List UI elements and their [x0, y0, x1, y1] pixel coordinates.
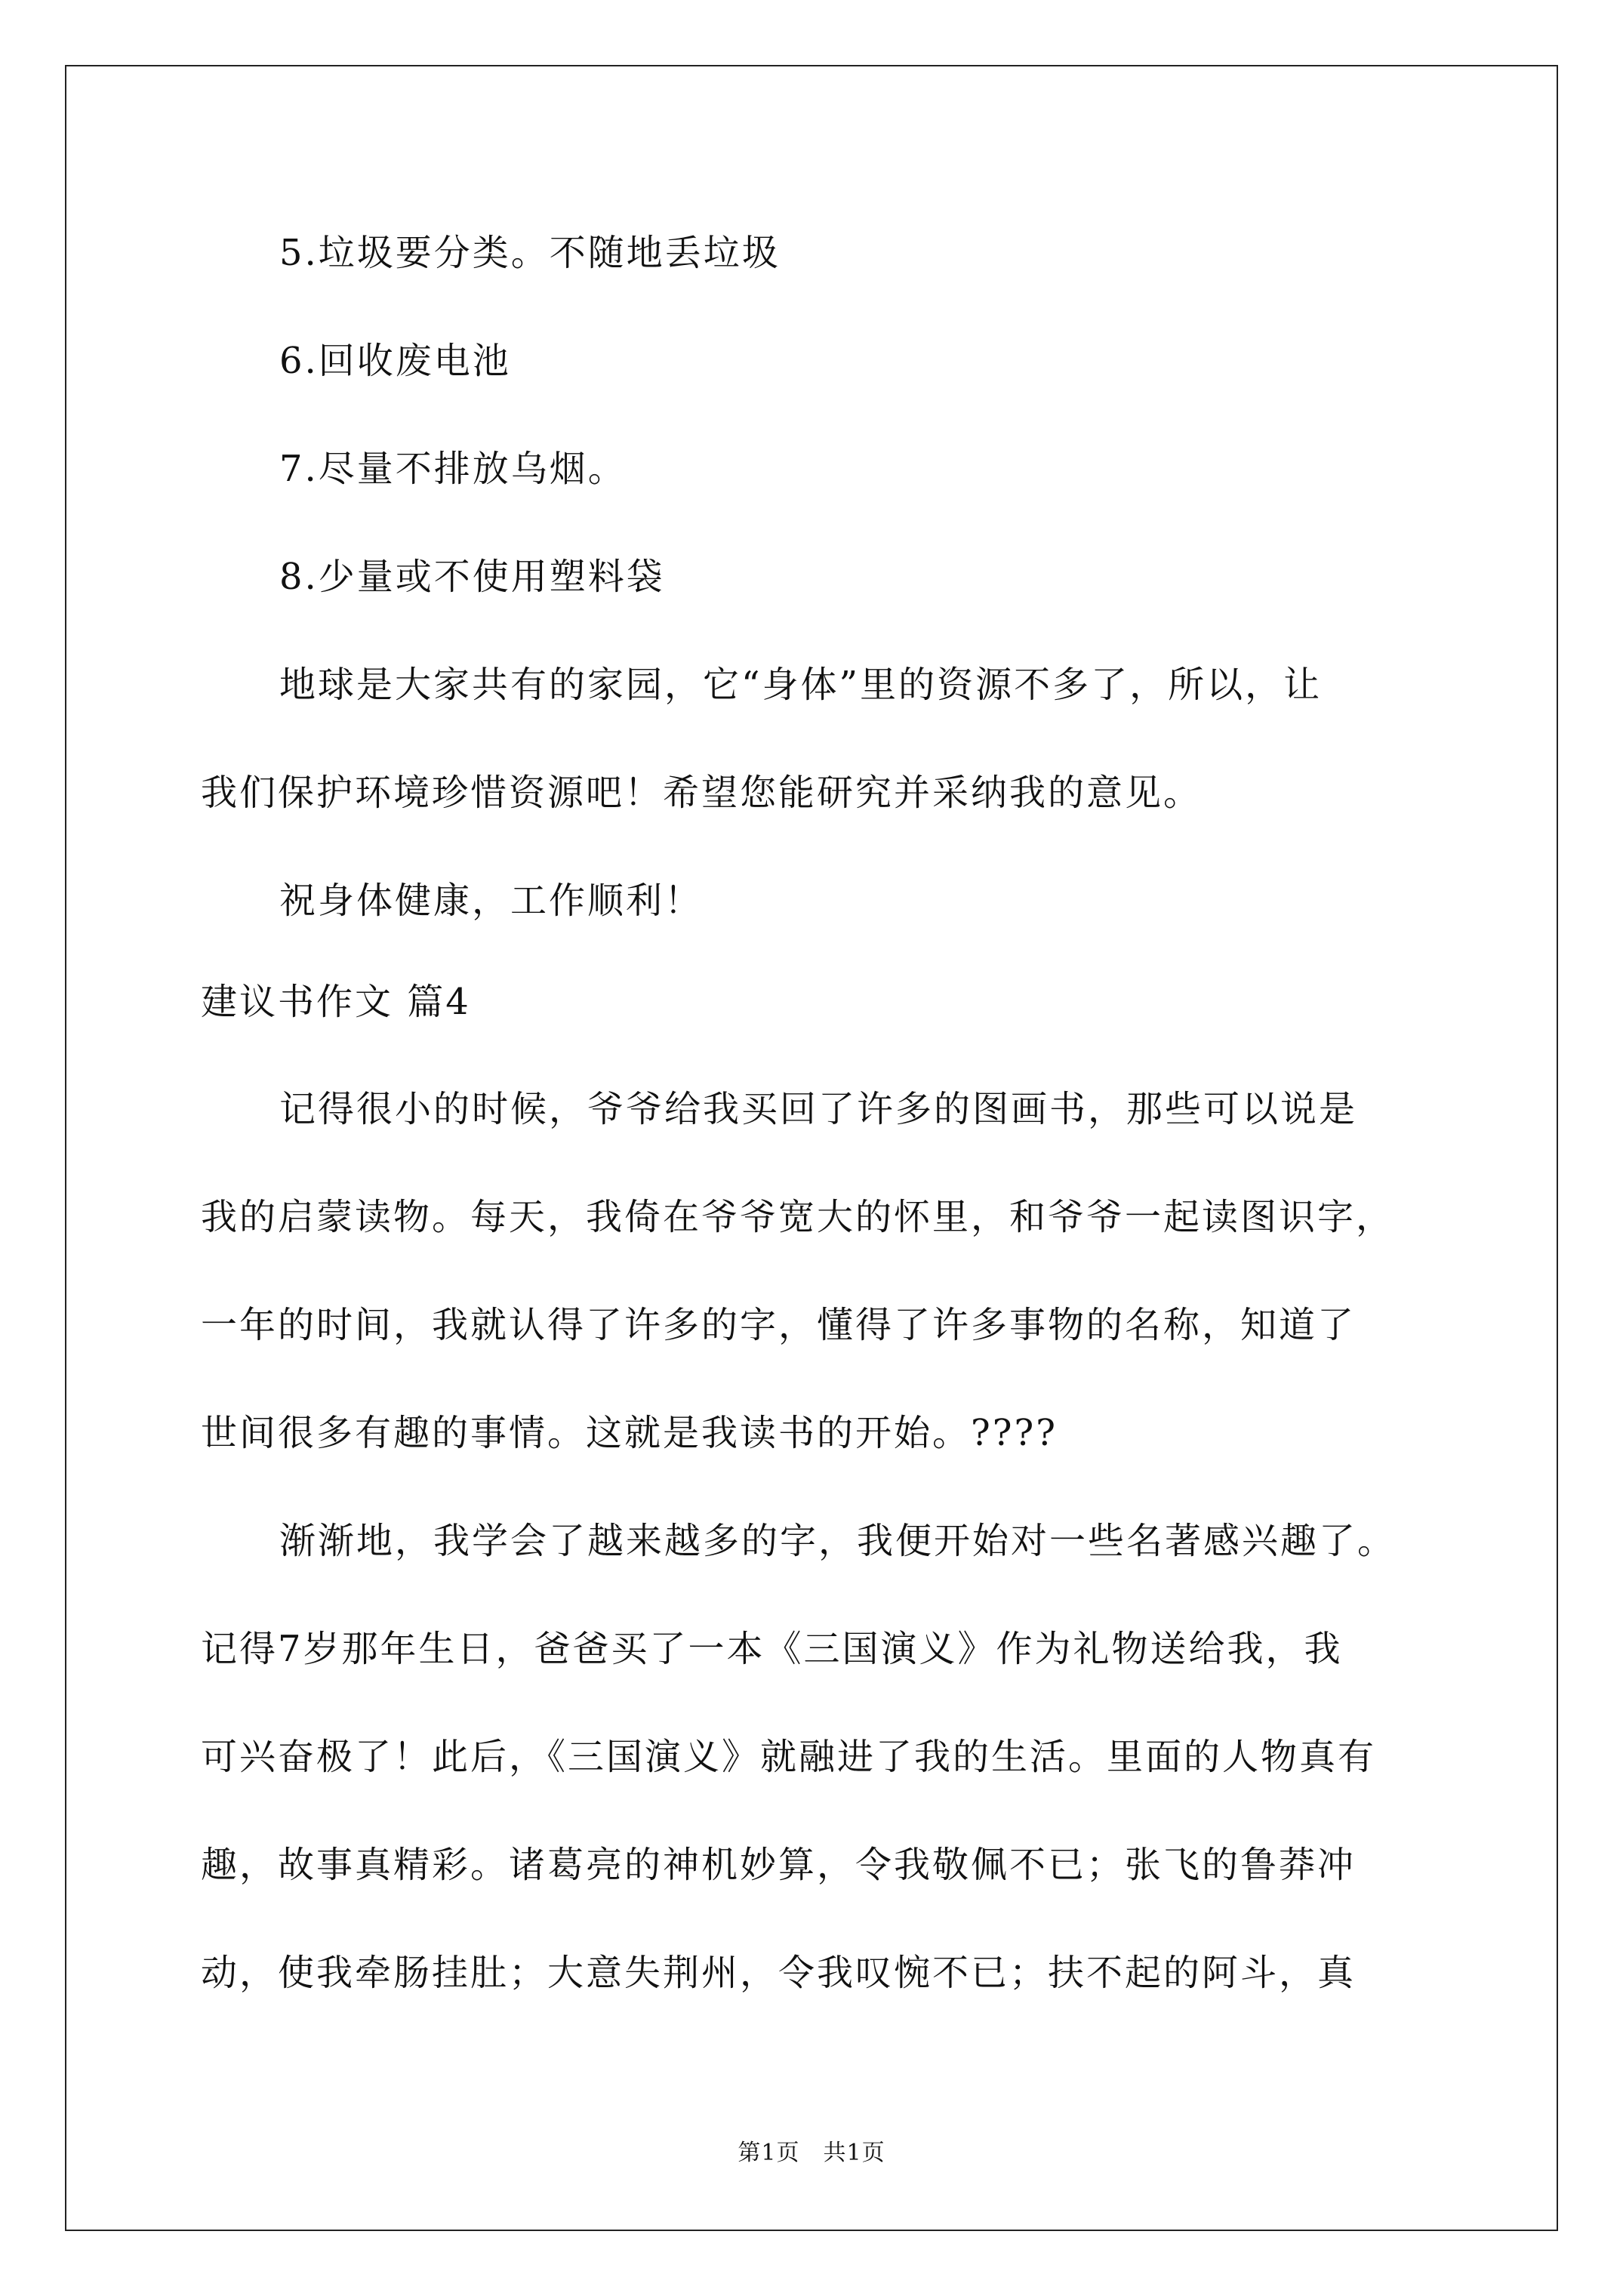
wish-line: 祝身体健康，工作顺利！ [279, 880, 704, 922]
paragraph-2-line-2: 记得7岁那年生日，爸爸买了一本《三国演义》作为礼物送给我，我 [201, 1628, 1343, 1670]
section-heading: 建议书作文 篇4 [201, 981, 471, 1023]
closing-paragraph-line-2: 我们保护环境珍惜资源吧！希望您能研究并采纳我的意见。 [201, 772, 1203, 814]
list-item-5: 5.垃圾要分类。不随地丢垃圾 [279, 232, 781, 274]
paragraph-2-line-1: 渐渐地，我学会了越来越多的字，我便开始对一些名著感兴趣了。 [279, 1520, 1397, 1562]
paragraph-2-line-3: 可兴奋极了！此后，《三国演义》就融进了我的生活。里面的人物真有 [201, 1736, 1377, 1778]
paragraph-1-line-3: 一年的时间，我就认得了许多的字，懂得了许多事物的名称，知道了 [201, 1304, 1357, 1346]
paragraph-1-line-1: 记得很小的时候，爷爷给我买回了许多的图画书，那些可以说是 [279, 1088, 1358, 1130]
list-item-7: 7.尽量不排放乌烟。 [279, 448, 627, 490]
list-item-8: 8.少量或不使用塑料袋 [279, 556, 665, 598]
list-item-6: 6.回收废电池 [279, 340, 511, 382]
paragraph-1-line-2: 我的启蒙读物。每天，我倚在爷爷宽大的怀里，和爷爷一起读图识字， [201, 1196, 1395, 1238]
page-footer: 第1页 共1页 [738, 2140, 885, 2166]
closing-paragraph-line-1: 地球是大家共有的家园，它“身体”里的资源不多了，所以，让 [279, 664, 1323, 706]
paragraph-1-line-4: 世间很多有趣的事情。这就是我读书的开始。???? [201, 1412, 1058, 1454]
paragraph-2-line-5: 动，使我牵肠挂肚；大意失荆州，令我叹惋不已；扶不起的阿斗，真 [201, 1952, 1357, 1994]
paragraph-2-line-4: 趣，故事真精彩。诸葛亮的神机妙算，令我敬佩不已；张飞的鲁莽冲 [201, 1844, 1357, 1886]
page-border [65, 65, 1558, 2231]
